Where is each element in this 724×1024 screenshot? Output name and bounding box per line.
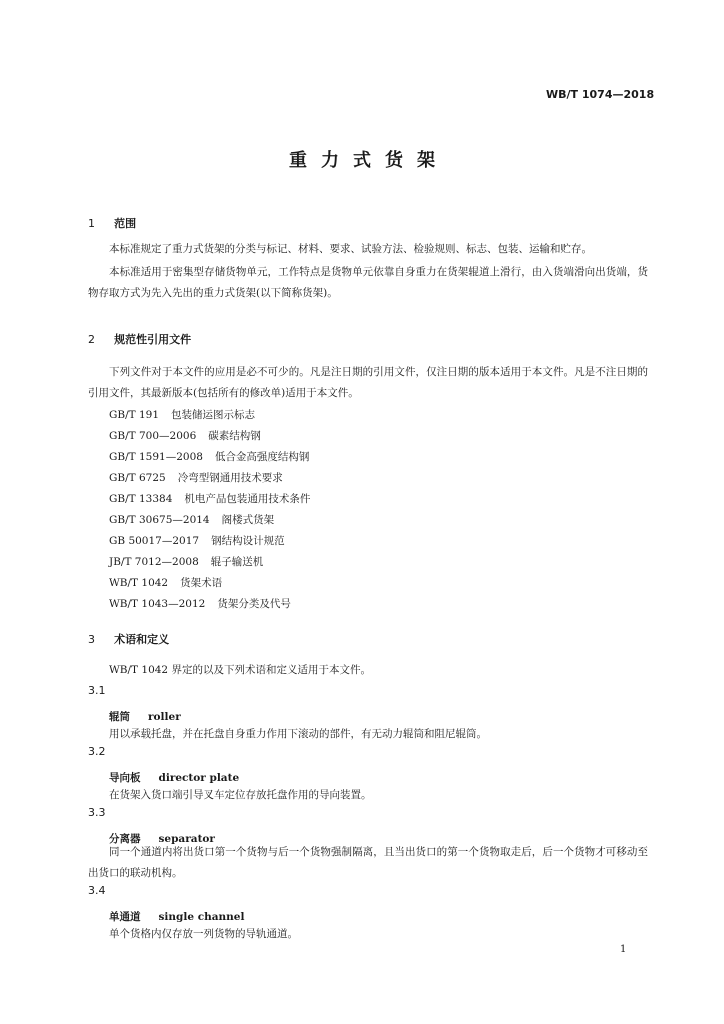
section-title: 规范性引用文件 (114, 333, 192, 346)
reference-name: 货架术语 (180, 577, 223, 589)
reference-code: WB/T 1043—2012 (109, 598, 206, 610)
reference-code: GB/T 6725 (109, 472, 166, 484)
terms-intro: WB/T 1042 界定的以及下列术语和定义适用于本文件。 (109, 664, 371, 676)
section-title: 术语和定义 (114, 633, 170, 646)
reference-name: 辊子输送机 (210, 556, 264, 568)
term-definition: 在货架入货口端引导叉车定位存放托盘作用的导向装置。 (109, 789, 372, 801)
term-number: 3.4 (88, 884, 106, 897)
reference-name: 低合金高强度结构钢 (214, 451, 310, 463)
reference-item (109, 596, 291, 611)
page-number: 1 (620, 944, 627, 955)
standard-code: WB/T 1074—2018 (546, 88, 655, 101)
section-3-heading (88, 628, 169, 647)
term-chinese: 导向板 (109, 772, 141, 784)
reference-code: GB/T 700—2006 (109, 430, 197, 442)
reference-name: 包装储运图示标志 (171, 409, 256, 421)
reference-item (109, 470, 283, 485)
section-number: 3 (88, 633, 95, 646)
scope-paragraph-1: 本标准规定了重力式货架的分类与标记、材料、要求、试验方法、检验规则、标志、包装、运输和贮存。 (109, 243, 592, 255)
section-number: 1 (88, 217, 95, 230)
reference-item (109, 491, 310, 506)
reference-name: 货架分类及代号 (217, 598, 291, 610)
reference-name: 碳素结构钢 (208, 430, 261, 442)
term-chinese: 单通道 (109, 911, 141, 923)
reference-code: GB/T 1591—2008 (109, 451, 203, 463)
term-english: director plate (158, 772, 240, 784)
term-number: 3.2 (88, 745, 106, 758)
term-chinese: 分离器 (109, 833, 141, 845)
reference-item (109, 554, 263, 569)
reference-item (109, 533, 285, 548)
term-definition: 用以承载托盘，并在托盘自身重力作用下滚动的部件，有无动力辊筒和阻尼辊筒。 (109, 728, 487, 740)
reference-item (109, 449, 309, 464)
term-heading (109, 905, 244, 924)
term-english: separator (158, 833, 215, 845)
reference-item (109, 407, 255, 422)
reference-code: GB/T 30675—2014 (109, 514, 210, 526)
term-number: 3.1 (88, 684, 106, 697)
reference-code: JB/T 7012—2008 (109, 556, 199, 568)
document-title: 重力式货架 (289, 150, 449, 171)
term-heading (109, 705, 181, 724)
reference-name: 机电产品包装通用技术条件 (184, 493, 311, 505)
section-1-heading (88, 212, 136, 231)
term-definition: 同一个通道内将出货口第一个货物与后一个货物强制隔离，且当出货口的第一个货物取走后，后一个货物才可移动至出货口的联动机构。 (88, 846, 648, 879)
reference-name: 钢结构设计规范 (211, 535, 285, 547)
reference-code: GB 50017—2017 (109, 535, 200, 547)
section-title: 范围 (114, 217, 137, 230)
reference-name: 阁楼式货架 (221, 514, 275, 526)
reference-item (109, 512, 274, 527)
term-english: roller (148, 711, 181, 723)
term-english: single channel (158, 911, 245, 923)
reference-code: GB/T 13384 (109, 493, 173, 505)
term-definition: 单个货格内仅存放一列货物的导轨通道。 (109, 928, 298, 940)
section-number: 2 (88, 333, 95, 346)
reference-name: 冷弯型钢通用技术要求 (177, 472, 283, 484)
reference-code: WB/T 1042 (109, 577, 169, 589)
term-heading (109, 766, 239, 785)
scope-paragraph-2: 本标准适用于密集型存储货物单元，工作特点是货物单元依靠自身重力在货架辊道上滑行，由入货端滑向出货端，货物存取方式为先入先出的重力式货架(以下简称货架)。 (88, 266, 648, 299)
references-intro: 下列文件对于本文件的应用是必不可少的。凡是注日期的引用文件，仅注日期的版本适用于本文件。凡是不注日期的引用文件，其最新版本(包括所有的修改单)适用于本文件。 (88, 366, 648, 399)
reference-code: GB/T 191 (109, 409, 160, 421)
term-chinese: 辊筒 (109, 711, 130, 723)
reference-item (109, 575, 222, 590)
reference-item (109, 428, 261, 443)
section-2-heading (88, 328, 191, 347)
term-number: 3.3 (88, 806, 106, 819)
